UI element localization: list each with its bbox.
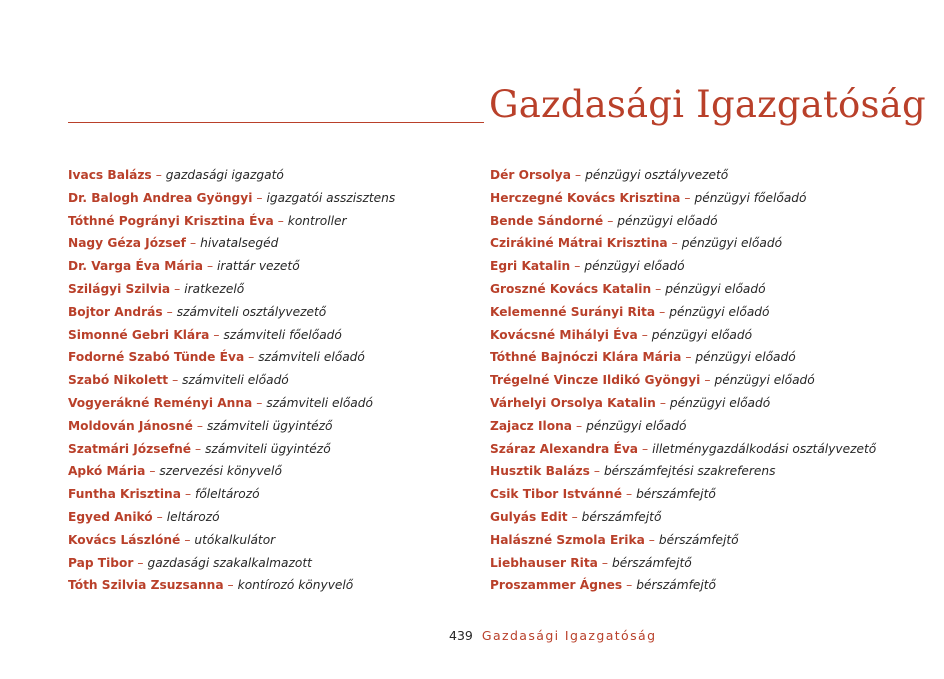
staff-role: pénzügyi előadó bbox=[617, 213, 718, 228]
staff-entry bbox=[68, 371, 395, 394]
separator-dash: – bbox=[206, 259, 214, 274]
staff-name: Egri Katalin bbox=[490, 259, 571, 274]
staff-role: pénzügyi előadó bbox=[714, 373, 815, 388]
staff-role: kontroller bbox=[287, 213, 347, 228]
staff-entry bbox=[68, 234, 395, 257]
separator-dash: – bbox=[571, 509, 578, 524]
staff-name: Csik Tibor Istvánné bbox=[490, 487, 622, 502]
staff-role: pénzügyi főelőadó bbox=[694, 190, 807, 205]
staff-entry bbox=[490, 212, 876, 235]
separator-dash: – bbox=[190, 236, 197, 251]
staff-entry bbox=[490, 531, 876, 554]
separator-dash: – bbox=[172, 373, 179, 388]
staff-entry bbox=[68, 212, 395, 235]
staff-entry bbox=[490, 326, 876, 349]
staff-name: Liebhauser Rita bbox=[490, 555, 598, 570]
page-title: Gazdasági Igazgatóság bbox=[489, 83, 926, 126]
staff-role: pénzügyi előadó bbox=[681, 236, 783, 251]
staff-name: Kovácsné Mihályi Éva bbox=[490, 327, 638, 342]
staff-role: pénzügyi előadó bbox=[651, 327, 753, 342]
staff-role: bérszámfejtő bbox=[636, 487, 716, 502]
staff-entry bbox=[490, 462, 876, 485]
staff-entry bbox=[490, 417, 876, 440]
separator-dash: – bbox=[671, 236, 678, 251]
staff-entry bbox=[68, 303, 395, 326]
staff-entry bbox=[490, 234, 876, 257]
staff-name: Apkó Mária bbox=[68, 464, 146, 479]
staff-name: Bojtor András bbox=[68, 304, 163, 319]
staff-name: Tóthné Pogrányi Krisztina Éva bbox=[68, 213, 274, 228]
staff-name: Funtha Krisztina bbox=[68, 487, 181, 502]
staff-name: Száraz Alexandra Éva bbox=[490, 441, 638, 456]
separator-dash: – bbox=[196, 418, 203, 433]
staff-entry bbox=[68, 280, 395, 303]
staff-name: Groszné Kovács Katalin bbox=[490, 281, 652, 296]
staff-entry bbox=[490, 508, 876, 531]
staff-role: iratkezelő bbox=[184, 281, 245, 296]
staff-name: Ivacs Balázs bbox=[68, 168, 152, 182]
header-rule bbox=[68, 122, 484, 123]
staff-name: Nagy Géza József bbox=[68, 236, 186, 251]
page-footer bbox=[449, 627, 656, 645]
staff-list-left bbox=[68, 166, 395, 599]
staff-role: bérszámfejtő bbox=[636, 578, 717, 593]
staff-role: leltározó bbox=[166, 509, 220, 524]
staff-name: Halászné Szmola Erika bbox=[490, 532, 645, 547]
staff-name: Proszammer Ágnes bbox=[490, 578, 623, 593]
staff-name: Kovács Lászlóné bbox=[68, 532, 181, 547]
staff-role: pénzügyi előadó bbox=[665, 281, 766, 296]
separator-dash: – bbox=[648, 532, 655, 547]
staff-role: főleltározó bbox=[195, 487, 260, 502]
separator-dash: – bbox=[184, 487, 192, 502]
staff-entry bbox=[68, 189, 395, 212]
staff-name: Husztik Balázs bbox=[490, 464, 590, 479]
staff-role: bérszámfejtő bbox=[612, 555, 692, 570]
separator-dash: – bbox=[256, 190, 263, 205]
staff-name: Moldován Jánosné bbox=[68, 418, 193, 433]
staff-name: Kelemenné Surányi Rita bbox=[490, 304, 656, 319]
staff-entry bbox=[68, 166, 395, 189]
staff-role: gazdasági igazgató bbox=[165, 168, 284, 182]
staff-entry bbox=[68, 440, 395, 463]
staff-role: pénzügyi előadó bbox=[695, 350, 796, 365]
staff-entry bbox=[490, 554, 876, 577]
separator-dash: – bbox=[248, 350, 255, 365]
separator-dash: – bbox=[137, 555, 144, 570]
separator-dash: – bbox=[642, 441, 649, 456]
separator-dash: – bbox=[655, 281, 662, 296]
staff-role: számviteli osztályvezető bbox=[176, 304, 327, 319]
staff-role: számviteli előadó bbox=[266, 395, 373, 410]
separator-dash: – bbox=[174, 281, 181, 296]
staff-name: Szabó Nikolett bbox=[68, 373, 169, 388]
staff-name: Vogyerákné Reményi Anna bbox=[68, 395, 253, 410]
staff-entry bbox=[68, 576, 395, 599]
separator-dash: – bbox=[659, 304, 666, 319]
staff-name: Zajacz Ilona bbox=[490, 418, 573, 433]
staff-name: Dér Orsolya bbox=[490, 168, 571, 182]
staff-entry bbox=[490, 576, 876, 599]
separator-dash: – bbox=[195, 441, 202, 456]
separator-dash: – bbox=[277, 213, 284, 228]
staff-name: Egyed Anikó bbox=[68, 509, 153, 524]
staff-name: Szatmári Józsefné bbox=[68, 441, 192, 456]
staff-name: Tóth Szilvia Zsuzsanna bbox=[68, 578, 224, 593]
staff-role: bérszámfejtő bbox=[581, 509, 662, 524]
staff-name: Tóthné Bajnóczi Klára Mária bbox=[490, 350, 682, 365]
staff-entry bbox=[490, 166, 876, 189]
staff-entry bbox=[68, 348, 395, 371]
staff-entry bbox=[490, 303, 876, 326]
separator-dash: – bbox=[625, 487, 633, 502]
separator-dash: – bbox=[685, 350, 692, 365]
staff-role: irattár vezető bbox=[217, 259, 300, 274]
staff-entry bbox=[490, 371, 876, 394]
staff-name: Várhelyi Orsolya Katalin bbox=[490, 395, 656, 410]
staff-list-right bbox=[490, 166, 876, 599]
staff-entry bbox=[68, 531, 395, 554]
staff-role: pénzügyi előadó bbox=[586, 418, 687, 433]
separator-dash: – bbox=[213, 327, 220, 342]
staff-name: Bende Sándorné bbox=[490, 213, 604, 228]
staff-role: számviteli előadó bbox=[182, 373, 289, 388]
staff-role: bérszámfejtő bbox=[658, 532, 739, 547]
staff-role: gazdasági szakalkalmazott bbox=[147, 555, 312, 570]
staff-role: számviteli főelőadó bbox=[223, 327, 342, 342]
staff-role: bérszámfejtési szakreferens bbox=[603, 464, 776, 479]
staff-role: pénzügyi előadó bbox=[584, 259, 685, 274]
staff-role: pénzügyi előadó bbox=[669, 304, 770, 319]
separator-dash: – bbox=[593, 464, 600, 479]
separator-dash: – bbox=[574, 168, 582, 182]
separator-dash: – bbox=[607, 213, 614, 228]
staff-entry bbox=[490, 189, 876, 212]
staff-role: számviteli előadó bbox=[258, 350, 365, 365]
separator-dash: – bbox=[601, 555, 608, 570]
separator-dash: – bbox=[641, 327, 648, 342]
separator-dash: – bbox=[574, 259, 581, 274]
staff-entry bbox=[68, 394, 395, 417]
staff-role: kontírozó könyvelő bbox=[237, 578, 354, 593]
separator-dash: – bbox=[184, 532, 191, 547]
separator-dash: – bbox=[684, 190, 691, 205]
separator-dash: – bbox=[156, 509, 163, 524]
staff-name: Fodorné Szabó Tünde Éva bbox=[68, 350, 245, 365]
separator-dash: – bbox=[166, 304, 173, 319]
staff-role: pénzügyi előadó bbox=[669, 395, 771, 410]
staff-entry bbox=[490, 280, 876, 303]
staff-role: számviteli ügyintéző bbox=[205, 441, 331, 456]
staff-name: Szilágyi Szilvia bbox=[68, 281, 171, 296]
page-number: 439 bbox=[449, 628, 473, 643]
staff-entry bbox=[68, 326, 395, 349]
staff-name: Dr. Balogh Andrea Gyöngyi bbox=[68, 190, 253, 205]
staff-name: Trégelné Vincze Ildikó Gyöngyi bbox=[490, 373, 701, 388]
separator-dash: – bbox=[576, 418, 583, 433]
staff-entry bbox=[68, 462, 395, 485]
staff-role: pénzügyi osztályvezető bbox=[585, 168, 729, 182]
staff-entry bbox=[490, 394, 876, 417]
staff-entry bbox=[490, 348, 876, 371]
staff-name: Czirákiné Mátrai Krisztina bbox=[490, 236, 668, 251]
separator-dash: – bbox=[149, 464, 156, 479]
staff-role: illetménygazdálkodási osztályvezető bbox=[652, 441, 877, 456]
staff-entry bbox=[68, 508, 395, 531]
separator-dash: – bbox=[227, 578, 234, 593]
staff-name: Herczegné Kovács Krisztina bbox=[490, 190, 681, 205]
staff-role: hivatalsegéd bbox=[200, 236, 279, 251]
separator-dash: – bbox=[659, 395, 666, 410]
staff-entry bbox=[68, 485, 395, 508]
staff-entry bbox=[68, 554, 395, 577]
staff-role: utókalkulátor bbox=[194, 532, 276, 547]
staff-entry bbox=[490, 485, 876, 508]
staff-name: Pap Tibor bbox=[68, 555, 134, 570]
staff-entry bbox=[68, 257, 395, 280]
separator-dash: – bbox=[704, 373, 711, 388]
staff-name: Gulyás Edit bbox=[490, 509, 568, 524]
separator-dash: – bbox=[256, 395, 263, 410]
staff-entry bbox=[490, 440, 876, 463]
staff-role: számviteli ügyintéző bbox=[206, 418, 333, 433]
staff-entry bbox=[490, 257, 876, 280]
footer-section-title: Gazdasági Igazgatóság bbox=[481, 628, 657, 643]
staff-name: Dr. Varga Éva Mária bbox=[68, 259, 203, 274]
separator-dash: – bbox=[155, 168, 162, 182]
staff-entry bbox=[68, 417, 395, 440]
separator-dash: – bbox=[626, 578, 633, 593]
staff-role: szervezési könyvelő bbox=[159, 464, 282, 479]
staff-name: Simonné Gebri Klára bbox=[68, 327, 210, 342]
staff-role: igazgatói asszisztens bbox=[266, 190, 396, 205]
